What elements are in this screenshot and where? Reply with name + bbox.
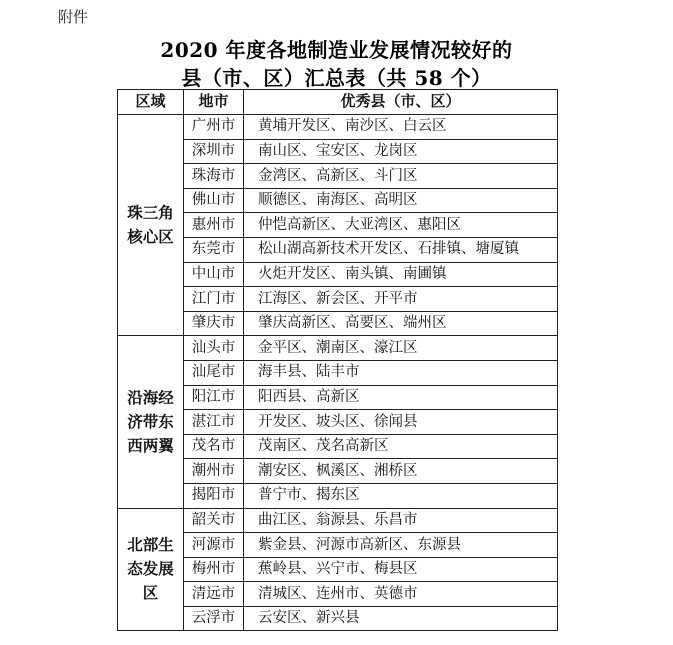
city-cell: 揭阳市 xyxy=(184,483,244,508)
region-label: 珠三角核心区 xyxy=(127,203,174,247)
city-cell: 云浮市 xyxy=(184,606,244,631)
counties-cell: 普宁市、揭东区 xyxy=(244,483,558,508)
city-cell: 佛山市 xyxy=(184,188,244,213)
table-row xyxy=(118,582,558,607)
counties-cell: 南山区、宝安区、龙岗区 xyxy=(244,139,558,164)
counties-cell: 仲恺高新区、大亚湾区、惠阳区 xyxy=(244,213,558,238)
counties-cell: 金平区、潮南区、濠江区 xyxy=(244,336,558,361)
city-cell: 梅州市 xyxy=(184,557,244,582)
counties-cell: 清城区、连州市、英德市 xyxy=(244,582,558,607)
counties-cell: 肇庆高新区、高要区、端州区 xyxy=(244,311,558,336)
table-row xyxy=(118,262,558,287)
table-row xyxy=(118,410,558,435)
table-row xyxy=(118,213,558,238)
attachment-label: 附件 xyxy=(58,8,89,26)
document-title-line-2: 县（市、区）汇总表（共 58 个） xyxy=(181,66,492,90)
counties-cell: 火炬开发区、南头镇、南圃镇 xyxy=(244,262,558,287)
counties-cell: 黄埔开发区、南沙区、白云区 xyxy=(244,115,558,140)
city-cell: 广州市 xyxy=(184,115,244,140)
counties-cell: 潮安区、枫溪区、湘桥区 xyxy=(244,459,558,484)
city-cell: 惠州市 xyxy=(184,213,244,238)
counties-cell: 茂南区、茂名高新区 xyxy=(244,434,558,459)
table-row xyxy=(118,237,558,262)
city-cell: 江门市 xyxy=(184,287,244,312)
table-row xyxy=(118,557,558,582)
city-cell: 韶关市 xyxy=(184,508,244,533)
table-header-row xyxy=(118,90,558,115)
city-cell: 东莞市 xyxy=(184,237,244,262)
city-cell: 汕尾市 xyxy=(184,360,244,385)
table-row xyxy=(118,434,558,459)
table-row xyxy=(118,336,558,361)
table-row xyxy=(118,533,558,558)
city-cell: 潮州市 xyxy=(184,459,244,484)
city-cell: 珠海市 xyxy=(184,164,244,189)
counties-cell: 江海区、新会区、开平市 xyxy=(244,287,558,312)
header-city: 地市 xyxy=(184,90,244,115)
city-cell: 清远市 xyxy=(184,582,244,607)
table-row xyxy=(118,606,558,631)
city-cell: 湛江市 xyxy=(184,410,244,435)
header-counties: 优秀县（市、区） xyxy=(244,90,558,115)
document-title-line-1: 2020 年度各地制造业发展情况较好的 xyxy=(160,38,513,62)
header-region: 区域 xyxy=(118,90,184,115)
counties-cell: 蕉岭县、兴宁市、梅县区 xyxy=(244,557,558,582)
summary-table xyxy=(117,89,558,631)
table-row xyxy=(118,459,558,484)
table-body xyxy=(118,115,558,631)
counties-cell: 松山湖高新技术开发区、石排镇、塘厦镇 xyxy=(244,237,558,262)
city-cell: 阳江市 xyxy=(184,385,244,410)
counties-cell: 金湾区、高新区、斗门区 xyxy=(244,164,558,189)
table-row xyxy=(118,508,558,533)
table-row xyxy=(118,385,558,410)
table-row xyxy=(118,311,558,336)
city-cell: 河源市 xyxy=(184,533,244,558)
city-cell: 汕头市 xyxy=(184,336,244,361)
city-cell: 肇庆市 xyxy=(184,311,244,336)
counties-cell: 紫金县、河源市高新区、东源县 xyxy=(244,533,558,558)
region-cell xyxy=(118,115,184,336)
city-cell: 茂名市 xyxy=(184,434,244,459)
counties-cell: 海丰县、陆丰市 xyxy=(244,360,558,385)
city-cell: 深圳市 xyxy=(184,139,244,164)
counties-cell: 阳西县、高新区 xyxy=(244,385,558,410)
region-cell xyxy=(118,336,184,508)
table-row xyxy=(118,287,558,312)
counties-cell: 云安区、新兴县 xyxy=(244,606,558,631)
counties-cell: 曲江区、翁源县、乐昌市 xyxy=(244,508,558,533)
city-cell: 中山市 xyxy=(184,262,244,287)
table-row xyxy=(118,360,558,385)
region-label: 北部生态发展区 xyxy=(127,535,174,603)
table-row xyxy=(118,483,558,508)
counties-cell: 开发区、坡头区、徐闻县 xyxy=(244,410,558,435)
region-label: 沿海经济带东西两翼 xyxy=(127,387,174,455)
table-row xyxy=(118,115,558,140)
counties-cell: 顺德区、南海区、高明区 xyxy=(244,188,558,213)
region-cell xyxy=(118,508,184,631)
table-row xyxy=(118,139,558,164)
table-row xyxy=(118,188,558,213)
table-row xyxy=(118,164,558,189)
